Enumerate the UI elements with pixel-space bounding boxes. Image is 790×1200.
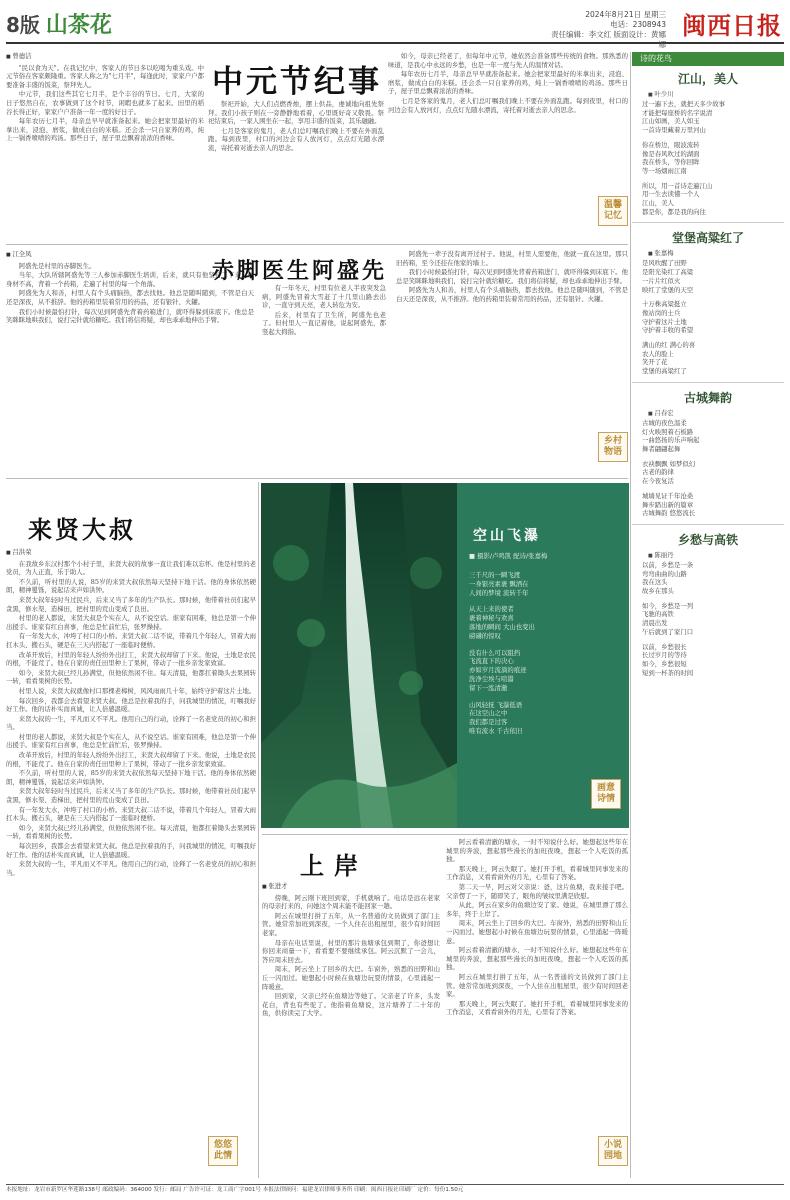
poem-line: 如今，乡愁很短 [642, 659, 687, 668]
poem-line: 古老的韵律 [642, 468, 674, 477]
article-1-para: "民以食为天"。在我记忆中，客家人的节日多以吃喝为重头戏。中元节俗在客家颇隆重。客家人称之为"七月半"，每逢此时，家家户户都要准备丰盛的饭菜，祭拜先人。 [6, 63, 204, 89]
section-name: 山茶花 [45, 13, 112, 38]
article-1-para: 祭祀开始，大人们点燃香烛，摆上供品，虔诚地向祖先祭拜。我们小孩子则在一旁静静地看着，心里既好奇又敬畏。祭祀结束后，一家人围坐在一起，享用丰盛的饭菜，其乐融融。 [208, 100, 384, 126]
poem-line: 我在这头 [642, 578, 668, 587]
photo-poem-line: 一身银亮素裹 飘洒在 [469, 579, 529, 588]
masthead [6, 6, 784, 49]
poem-line: 短到一杯茶的时间 [642, 668, 694, 677]
poem-line: 堂堡的高粱红了 [642, 367, 687, 376]
article-4-para: 阿云看着清澈的塘水，一时不知说什么好。她想起这些年在城里的奔波，想起那些漫长的加班夜晚，想起一个人吃饭的孤独。 [446, 838, 628, 864]
poem-line: 在今夜复活 [642, 477, 674, 486]
article-3-col-1 [6, 548, 256, 1178]
photo-poem-line: 磅礴的惊叹 [469, 631, 501, 640]
poem-line: 清晨出发 [642, 619, 668, 628]
poem-line: 弯弯曲曲的山路 [642, 569, 687, 578]
phone-number: 电话：2308943 [610, 20, 666, 29]
article-4-para: 阿云在城里打拼了五年，从一名普通的文员做到了部门主管。她常常加班到深夜，一个人住在出租屋里，很少有时间回老家。 [262, 911, 440, 937]
photo-poem-line: 洗净尘埃与喧嚣 [469, 674, 514, 683]
article-2-para: 阿盛先一辈子没有离开过村子。他说，村里人需要他，他就一直在这里。那只旧药箱，至今还挂在他家的墙上。 [396, 250, 628, 267]
article-4-title: 上岸 [300, 851, 368, 880]
waterfall-photo [261, 483, 629, 828]
article-3-para: 来贤大叔年轻时当过民兵，后来又当了多年的生产队长。那时候，他带着社员们起早贪黑，修水渠、造梯田，把村里的荒山变成了良田。 [6, 787, 256, 805]
article-1-title: 中元节纪事 [212, 64, 382, 100]
article-4-author: ■ 张进才 [262, 882, 440, 892]
article-2-para: 阿盛先为人和善，村里人有个头痛脑热，都去找他。他总是随叫随到，不管是白天还是深夜，从不推辞。他的药箱里装着常用的药品，还有银针、火罐。 [6, 289, 254, 306]
article-4-para: 傍晚，阿云刚下班回到家，手机就响了。电话是远在老家的母亲打来的，问她这个周末能不能回家一趟。 [262, 893, 440, 911]
article-2-author: ■ 江全凤 [6, 250, 254, 260]
photo-poem-line: 没有什么可以阻挡 [469, 648, 521, 657]
poem-line: 飞驰的高铁 [642, 610, 674, 619]
article-4-col-1 [262, 882, 440, 1178]
poem-title: 江山，美人 [677, 72, 738, 86]
article-3-para: 村里的老人都说，来贤大叔是个实在人，从不说空话。谁家有困难，他总是第一个伸出援手。谁家有红白喜事，他总是忙前忙后，张罗操持。 [6, 732, 256, 750]
article-3-para: 改革开放后，村里的年轻人纷纷外出打工，来贤大叔却留了下来。他说，土地是农民的根，不能荒了。他在自家的责任田里种上了果树，带动了一批乡亲发家致富。 [6, 650, 256, 668]
poem-line: 我在桥头，等你回眸 [642, 158, 700, 167]
poem [632, 531, 784, 677]
article-4-para: 那天晚上，阿云失眠了。她打开手机，看着城里同事发来的工作消息，又看看窗外的月光，心里有了答案。 [446, 999, 628, 1017]
divider [6, 478, 628, 479]
article-1-para: 如今，母亲已经老了，但每年中元节，她依然会准备那些传统的食物。那熟悉的味道，是我心中永远的乡愁，也是一年一度与先人的温情对话。 [388, 52, 628, 69]
poem-line: 笑开了花 [642, 358, 668, 367]
divider [262, 834, 628, 835]
poem-line: 灯火映照着石板路 [642, 427, 694, 436]
article-4-para: 阿云看着清澈的塘水，一时不知说什么好。她想起这些年在城里的奔波，想起那些漫长的加班夜晚，想起一个人吃饭的孤独。 [446, 946, 628, 972]
article-3-para: 在我故乡东汉村那个小村子里，来贤大叔的故事一直让我们难以忘怀。他是村里的老党员，为人正直，乐于助人。 [6, 559, 256, 577]
article-1-col-3 [388, 52, 628, 240]
article-4-col-2 [446, 838, 628, 1178]
photo-poem-line: 我们都是过客 [469, 718, 508, 727]
page-footer: 本报地址：龙岩市新罗区华莲路138号 邮政编码：364000 发行：邮局 广告许可证：龙工商广字001号 本报法律顾问：福建龙岩律师事务所 印刷：闽西日报社印刷厂 定价：每份1.50元 [6, 1184, 784, 1196]
poem-author: ■ 叶少川 [648, 89, 784, 98]
poem-line: 都是你，都是我的向往 [642, 207, 706, 216]
poem [632, 389, 784, 518]
poem-line: 古城的夜色温柔 [642, 418, 687, 427]
waterfall-image [261, 483, 457, 828]
article-2-para: 后来，村里有了卫生所，阿盛先也老了。但村里人一直记着他，说起阿盛先，都竖起大拇指。 [262, 310, 386, 336]
article-3-para: 村里的老人都说，来贤大叔是个实在人，从不说空话。谁家有困难，他总是第一个伸出援手。谁家有红白喜事，他总是忙前忙后，张罗操持。 [6, 614, 256, 631]
photo-poem-line: 人间的梦境 流转千年 [469, 588, 529, 597]
column-badge: 乡村物语 [598, 432, 628, 462]
poem-author: ■ 张嘉梅 [648, 248, 784, 257]
poem-title: 乡愁与高铁 [677, 532, 738, 547]
photo-poem-line: 留下一泓清澈 [469, 683, 508, 692]
article-2-para: 阿盛先是村里的赤脚医生。 [18, 261, 96, 270]
poem-line: 守护着这片土地 [642, 317, 687, 326]
poetry-column [632, 52, 784, 1177]
article-2-col-2 [262, 284, 386, 472]
article-2-title: 赤脚医生阿盛先 [212, 258, 388, 284]
column-badge: 小说园地 [598, 1136, 628, 1166]
poem-line: 用一生去读懂一个人 [642, 190, 700, 199]
poem-line: 等一场烟雨江南 [642, 166, 687, 175]
article-4-para: 从此，阿云在家乡的鱼塘边安了家。她说，在城里漂了那么多年，终于上岸了。 [446, 901, 628, 918]
article-3-para: 每次回乡，我都会去看望来贤大叔。他总是拉着我的手，问我城里的情况，叮嘱我好好工作。他的话朴实而真诚，让人倍感温暖。 [6, 696, 256, 714]
poem-line: 所以，用一首诗走遍江山 [642, 181, 713, 190]
article-1-author: ■ 曾德洁 [6, 52, 204, 62]
photo-poem [469, 571, 609, 736]
poem-title: 古城舞韵 [683, 390, 732, 405]
photo-poem-line: 裹着神秘与欢喜 [469, 614, 514, 623]
divider [258, 482, 259, 1178]
article-3-para: 来贤大叔的一生，平凡而又不平凡。他用自己的行动，诠释了一名老党员的初心和担当。 [6, 860, 256, 877]
photo-credit: ■ 摄影/卢鸣凯 配诗/张嘉梅 [469, 552, 548, 560]
photo-poem-line: 在这空山之中 [469, 709, 508, 718]
poem-line: 如今，乡愁是一列 [642, 601, 694, 610]
article-4-para: 周末，阿云坐上了回乡的大巴。车窗外，熟悉的田野和山丘一闪而过。她想起小时候在鱼塘边玩耍的情景，心里涌起一阵暖意。 [262, 965, 440, 991]
photo-poem-line: 三千尺的一瞬飞渡 [469, 571, 521, 579]
poem-line: 像站岗的士兵 [642, 308, 681, 317]
article-3-para: 不久前，听村里的人说，85岁的来贤大叔依然每天坚持下地干活。他的身体依然硬朗，精神矍铄，说起话来声如洪钟。 [6, 577, 256, 595]
poem-title: 堂堡高粱红了 [671, 231, 744, 246]
poem-lines [632, 419, 784, 518]
article-1-para: 每年农历七月半，母亲总早早就准备起来。她会把家里最好的米拿出来，浸泡、磨浆，做成白白的米糕。还会杀一只自家养的鸡，炖上一锅香喷喷的鸡汤。那些日子，屋子里总飘着浓浓的香味。 [388, 70, 628, 96]
poem-line: 舞步踏出新的篇章 [642, 500, 694, 509]
article-4-para: 阿云在城里打拼了五年，从一名普通的文员做到了部门主管。她常常加班到深夜，一个人住在出租屋里，很少有时间回老家。 [446, 972, 628, 999]
poem-line: 长过岁月的等待 [642, 651, 687, 660]
article-3-para: 如今，来贤大叔已经儿孙满堂，但他依然闲不住。每天清晨，他都扛着锄头去果园转一转，看看果树的长势。 [6, 668, 256, 686]
article-3-para: 如今，来贤大叔已经儿孙满堂，但他依然闲不住。每天清晨，他都扛着锄头去果园转一转，看看果树的长势。 [6, 823, 256, 841]
photo-poem-line: 从天上来的使者 [469, 605, 514, 614]
poem-line: 十万株高粱挺立 [642, 300, 687, 309]
poem-line: 江山，美人 [642, 199, 674, 208]
poem-line: 江山如画，美人如玉 [642, 117, 700, 126]
article-3-para: 来贤大叔的一生，平凡而又不平凡。他用自己的行动，诠释了一名老党员的初心和担当。 [6, 714, 256, 732]
column-badge: 悠悠此情 [208, 1136, 238, 1166]
article-2-para: 有一年冬天，村里有位老人半夜突发急病，阿盛先冒着大雪赶了十几里山路去出诊，一直守到天亮，老人转危为安。 [262, 284, 386, 310]
column-badge: 温馨记忆 [598, 196, 628, 226]
newspaper-logo: 闽西日报 [682, 11, 782, 40]
photo-poem-line: 亦如岁月流淌的痕迹 [469, 666, 527, 675]
article-4-para: 回到家，父亲已经在鱼塘边等她了。父亲老了许多，头发花白，背也有些驼了。他指着鱼塘说，这片塘养了二十年的鱼，供你读完了大学。 [262, 992, 440, 1018]
poem-line: 故乡在那头 [642, 587, 674, 596]
photo-caption-panel [457, 483, 629, 828]
article-4-para: 母亲在电话里说，村里的那片鱼塘承包到期了，你爸想让你回来商量一下，看看要不要继续承包。阿云沉默了一会儿，答应周末回去。 [262, 938, 440, 964]
article-2-para: 当年，大队所辖阿盛先等三人参加赤脚医生培训，后来，就只有他坚持了下来。他身材不高，背着一个药箱，走遍了村里的每一个角落。 [6, 271, 254, 288]
poem-line: 一曲悠扬的乐声响起 [642, 436, 700, 445]
article-3-title: 来贤大叔 [28, 515, 136, 544]
poem-line: 是阳光染红了高粱 [642, 268, 694, 277]
article-1-col-1 [6, 52, 204, 240]
poem-line: 你在桥边，眼波流转 [642, 140, 700, 149]
poetry-banner: 诗的花鸟 [632, 52, 784, 66]
poem-line: 以前，乡愁很长 [642, 642, 687, 651]
article-2-col-3 [396, 250, 628, 472]
poem-line: 是风吹醒了田野 [642, 259, 687, 268]
poem-line: 一首诗里藏着万里河山 [642, 126, 706, 135]
poem-line: 农人的脸上 [642, 349, 674, 358]
divider [630, 52, 631, 1178]
poem-line: 舞者翩翩起舞 [642, 444, 681, 453]
poem-line: 过一遍下去，就把天多少故事 [642, 100, 726, 108]
poem-line: 午后就到了家门口 [642, 627, 694, 636]
article-1-para: 七月是客家的鬼月，老人们总叮嘱我们晚上不要在外面乱跑。每到夜里，村口的河边会有人放河灯，点点灯光随水漂流，寄托着对逝去亲人的思念。 [388, 96, 628, 114]
editor-credits: 责任编辑：李文红 版面设计：黄娜娜 [551, 30, 666, 49]
poem-author: ■ 吕春宏 [648, 408, 784, 417]
photo-title: 空山飞瀑 [473, 528, 541, 544]
article-3-para: 改革开放后，村里的年轻人纷纷外出打工，来贤大叔却留了下来。他说，土地是农民的根，不能荒了。他在自家的责任田里种上了果树，带动了一批乡亲发家致富。 [6, 751, 256, 768]
page-number: 8版 山茶花 [6, 13, 112, 38]
poem-line: 才能把每座桥的名字说清 [642, 108, 713, 117]
poem [632, 229, 784, 375]
article-3-author: ■ 吕洪荣 [6, 548, 256, 558]
article-1-para: 每年农历七月半，母亲总早早就准备起来。她会把家里最好的米拿出来，浸泡、磨浆，做成白白的米糕。还会杀一只自家养的鸡，炖上一锅香喷喷的鸡汤。那些日子，屋子里总飘着浓浓的香味。 [6, 117, 204, 143]
article-3-para: 有一年发大水，冲垮了村口的小桥。来贤大叔二话不说，带着几个年轻人，冒着大雨扛木头、搬石头，硬是在三天内搭起了一座临时便桥。 [6, 632, 256, 649]
poem-lines [632, 561, 784, 677]
article-3-para: 不久前，听村里的人说，85岁的来贤大叔依然每天坚持下地干活。他的身体依然硬朗，精神矍铄，说起话来声如洪钟。 [6, 769, 256, 786]
article-4-para: 周末，阿云坐上了回乡的大巴。车窗外，熟悉的田野和山丘一闪而过。她想起小时候在鱼塘边玩耍的情景，心里涌起一阵暖意。 [446, 919, 628, 945]
photo-poem-line: 落地的瞬间 大山也变出 [469, 622, 535, 631]
article-2-para: 我们小时候最怕打针，每次见到阿盛先背着药箱进门，就吓得躲到床底下。他总是笑眯眯地哄我们，说打完针就给糖吃。我们将信将疑，却也乖乖地伸出手臂。 [6, 307, 254, 325]
poem-line: 城墙见证千年沧桑 [642, 491, 694, 500]
article-4-para: 第二天一早，阿云对父亲说：爸，这片鱼塘，我来接手吧。父亲愣了一下，随即笑了，眼角的皱纹里满是欣慰。 [446, 882, 628, 900]
poem-line: 古城舞韵 悠悠流长 [642, 509, 696, 518]
poem-line: 以前，乡愁是一条 [642, 560, 694, 569]
photo-poem-line: 山风轻抚 飞瀑低语 [469, 700, 523, 709]
article-3-para: 来贤大叔年轻时当过民兵，后来又当了多年的生产队长。那时候，他带着社员们起早贪黑，修水渠、造梯田，把村里的荒山变成了良田。 [6, 595, 256, 613]
article-1-col-2 [208, 100, 384, 240]
poem-line: 衣袂飘飘 如梦似幻 [642, 459, 696, 468]
poem-line: 像是春风吹过的湖面 [642, 149, 700, 158]
poem [632, 70, 784, 216]
divider [6, 244, 628, 245]
poem-lines [632, 100, 784, 216]
poem-line: 一片片红似火 [642, 276, 681, 285]
poem-line: 满山的红 满心的喜 [642, 341, 696, 350]
article-2-para: 我们小时候最怕打针，每次见到阿盛先背着药箱进门，就吓得躲到床底下。他总是笑眯眯地哄我们，说打完针就给糖吃。我们将信将疑，却也乖乖地伸出手臂。 [396, 268, 628, 285]
photo-poem-line: 唯有流水 千古依旧 [469, 726, 523, 735]
poem-lines [632, 259, 784, 375]
article-1-para: 中元节，我们这些其它七月半，是个丰谷的节日。七月，大家的日子悠然自在，农事做到了这个时节，闲暇也就多了起来。田里的稻谷长得正好，家家户户准备一年一度的好日子。 [6, 90, 204, 116]
poem-author: ■ 陈丽丹 [648, 550, 784, 559]
article-4-para: 那天晚上，阿云失眠了。她打开手机，看着城里同事发来的工作消息，又看看窗外的月光，心里有了答案。 [446, 864, 628, 882]
photo-poem-line: 飞流直下的决心 [469, 657, 514, 666]
article-3-para: 每次回乡，我都会去看望来贤大叔。他总是拉着我的手，问我城里的情况，叮嘱我好好工作。他的话朴实而真诚，让人倍感温暖。 [6, 842, 256, 859]
article-2-para: 阿盛先为人和善，村里人有个头痛脑热，都去找他。他总是随叫随到，不管是白天还是深夜，从不推辞。他的药箱里装着常用的药品，还有银针、火罐。 [396, 286, 628, 303]
issue-date: 2024年8月21日 星期三 [585, 10, 666, 19]
article-1-para: 七月是客家的鬼月，老人们总叮嘱我们晚上不要在外面乱跑。每到夜里，村口的河边会有人放河灯，点点灯光随水漂流，寄托着对逝去亲人的思念。 [208, 126, 384, 152]
column-badge: 画意诗情 [591, 779, 621, 809]
masthead-info [546, 10, 666, 50]
poem-line: 守护着丰收的希望 [642, 326, 694, 335]
article-3-para: 有一年发大水，冲垮了村口的小桥。来贤大叔二话不说，带着几个年轻人，冒着大雨扛木头、搬石头，硬是在三天内搭起了一座临时便桥。 [6, 805, 256, 823]
article-3-para: 村里人说，来贤大叔就像村口那棵老樟树，风风雨雨几十年，始终守护着这片土地。 [18, 686, 256, 695]
poem-line: 映红了堂堡的天空 [642, 285, 694, 294]
